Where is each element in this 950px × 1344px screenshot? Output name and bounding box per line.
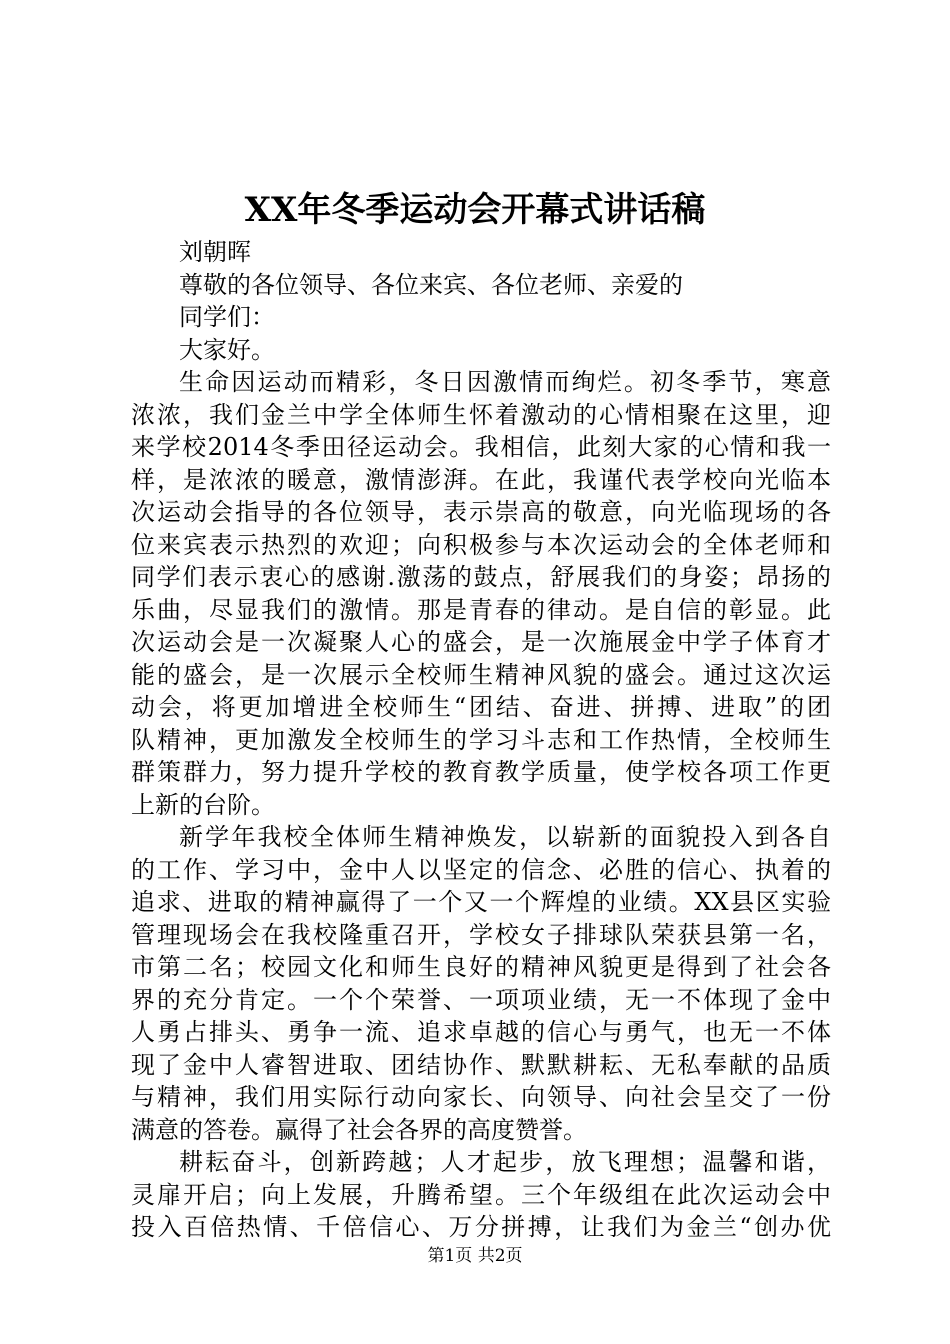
paragraph-line: 来学校2014冬季田径运动会。我相信，此刻大家的心情和我一	[131, 433, 831, 461]
paragraph-line: 满意的答卷。赢得了社会各界的高度赞誉。	[131, 1115, 587, 1144]
paragraph-line: 次运动会指导的各位领导，表示崇高的敬意，向光临现场的各	[131, 498, 831, 526]
document-body	[131, 236, 831, 1244]
paragraph-line: 人勇占排头、勇争一流、追求卓越的信心与勇气，也无一不体	[131, 1018, 831, 1046]
salutation-line: 同学们：	[179, 303, 275, 331]
page-footer: 第1页 共2页	[427, 1246, 523, 1266]
paragraph-line: 群策群力，努力提升学校的教育教学质量，使学校各项工作更	[131, 758, 831, 786]
paragraph-line: 的工作、学习中，金中人以坚定的信念、必胜的信心、执着的	[131, 855, 831, 884]
paragraph-line: 灵扉开启；向上发展，升腾希望。三个年级组在此次运动会中	[131, 1180, 831, 1209]
author-line: 刘朝晖	[179, 238, 251, 266]
paragraph-line: 同学们表示衷心的感谢.激荡的鼓点，舒展我们的身姿；昂扬的	[131, 563, 831, 591]
paragraph-line: 浓浓，我们金兰中学全体师生怀着激动的心情相聚在这里，迎	[131, 400, 831, 429]
paragraph-line: 队精神，更加激发全校师生的学习斗志和工作热情，全校师生	[131, 725, 831, 754]
document-title: XX年冬季运动会开幕式讲话稿	[244, 190, 706, 230]
paragraph-line: 位来宾表示热烈的欢迎；向积极参与本次运动会的全体老师和	[131, 530, 831, 559]
paragraph-line: 管理现场会在我校隆重召开，学校女子排球队荣获县第一名，	[131, 920, 831, 949]
paragraph-line: 追求、进取的精神赢得了一个又一个辉煌的业绩。XX县区实验	[131, 888, 831, 916]
paragraph-line: 动会，将更加增进全校师生“团结、奋进、拼搏、进取”的团	[131, 693, 831, 721]
paragraph-line: 界的充分肯定。一个个荣誉、一项项业绩，无一不体现了金中	[131, 985, 831, 1014]
paragraph-line: 能的盛会，是一次展示全校师生精神风貌的盛会。通过这次运	[131, 660, 831, 689]
paragraph-line: 耕耘奋斗，创新跨越；人才起步，放飞理想；温馨和谐，	[179, 1148, 831, 1176]
paragraph-line: 投入百倍热情、千倍信心、万分拼搏，让我们为金兰“创办优	[131, 1213, 831, 1241]
paragraph-line: 现了金中人睿智进取、团结协作、默默耕耘、无私奉献的品质	[131, 1050, 831, 1079]
paragraph-line: 生命因运动而精彩，冬日因激情而绚烂。初冬季节，寒意	[179, 368, 831, 396]
paragraph-line: 上新的台阶。	[131, 790, 275, 819]
paragraph-line: 次运动会是一次凝聚人心的盛会，是一次施展金中学子体育才	[131, 628, 831, 656]
paragraph-line: 与精神，我们用实际行动向家长、向领导、向社会呈交了一份	[131, 1083, 831, 1111]
salutation-line: 尊敬的各位领导、各位来宾、各位老师、亲爱的	[179, 270, 683, 299]
paragraph-line: 样，是浓浓的暖意，激情澎湃。在此，我谨代表学校向光临本	[131, 465, 831, 494]
paragraph-line: 乐曲，尽显我们的激情。那是青春的律动。是自信的彰显。此	[131, 595, 831, 624]
greeting-line: 大家好。	[179, 335, 275, 364]
paragraph-line: 新学年我校全体师生精神焕发，以崭新的面貌投入到各自	[179, 823, 831, 851]
paragraph-line: 市第二名；校园文化和师生良好的精神风貌更是得到了社会各	[131, 953, 831, 981]
